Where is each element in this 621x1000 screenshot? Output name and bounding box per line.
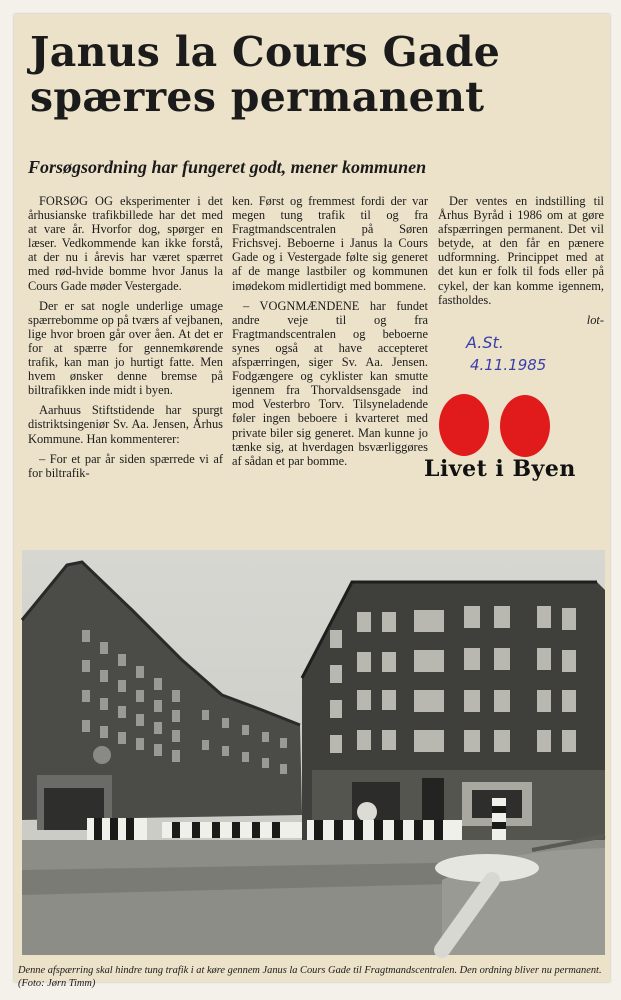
paragraph: ken. Først og fremmest fordi der var megen tung trafik til og fra Fragtmandscentralen på Søren Frichsvej. Beboerne i Janus la Cours Gade og i Vestergade følte sig generet af de mange lastbiler og kommunen imødekom midlertidigt med bommene.	[232, 194, 428, 293]
red-dot-icon	[500, 395, 550, 457]
article-column-1	[28, 194, 223, 486]
author-signoff: lot-	[586, 312, 604, 327]
headline-line-1: Janus la Cours Gade	[30, 28, 501, 76]
street-photo	[22, 550, 605, 955]
subheadline: Forsøgsordning har fungeret godt, mener kommunen	[28, 157, 427, 177]
newspaper-clipping	[14, 14, 610, 989]
photo-caption: Denne afspærring skal hindre tung trafik i at køre gennem Janus la Cours Gade til Fragtmandscentralen. Den ordning bliver nu permanent. (Foto: Jørn Timm)	[18, 965, 602, 989]
paragraph: Der ventes en indstilling til Århus Byråd i 1986 om at gøre afspærringen permanent. Det vil betyde, at den får en pænere udformning. Princippet med at det kun er folk til fods eller på cykel, der kan komme igennem, fastholdes.	[438, 194, 604, 307]
paragraph: – VOGNMÆNDENE har fundet andre veje til og fra Fragtmandscentralen og beboerne synes også at have accepteret afspærringen, siger Sv. Aa. Jensen. Fodgængere og cyklister kan smutte igennem fra Thorvaldsensgade ind mod Vesterbro Torv. Tilsyneladende føler ingen beboere i kvarteret med private biler sig generet. Man kunne jo tænke sig, at hverdagen bsværliggøres af sådan et par bomme.	[232, 298, 428, 468]
handwritten-date: 4.11.1985	[470, 356, 547, 374]
handwritten-note	[466, 332, 546, 376]
paragraph: Der er sat nogle underlige umage spærrebomme op på tværs af vejbanen, lige hvor broen går over åen. At det er for at spærre for gennemkørende trafik, kan man jo hurtigt fatte. Men hvem ønsker denne bremse på biltrafikken inde midt i byen.	[28, 298, 223, 398]
paragraph: FORSØG OG eksperimenter i det århusianske trafikbillede har det med at vare år. Hvorfor dog, spørger en læser. Vedkommende kan ikke forstå, at der nu i årevis har været spærret med rød-hvide bomme hvor Janus la Cours Gade møder Vestergade.	[28, 194, 223, 293]
headline	[30, 30, 605, 120]
red-dot-icon	[439, 394, 489, 456]
article-column-3	[438, 194, 604, 327]
paragraph: Aarhuus Stiftstidende har spurgt distriktsingeniør Sv. Aa. Jensen, Århus Kommune. Han kommenterer:	[28, 403, 223, 446]
handwritten-source: A.St.	[466, 333, 504, 352]
headline-line-2: spærres permanent	[30, 73, 485, 121]
section-logo: Livet i Byen	[424, 456, 576, 482]
article-column-2	[232, 194, 428, 474]
paragraph: – For et par år siden spærrede vi af for biltrafik-	[28, 451, 223, 480]
